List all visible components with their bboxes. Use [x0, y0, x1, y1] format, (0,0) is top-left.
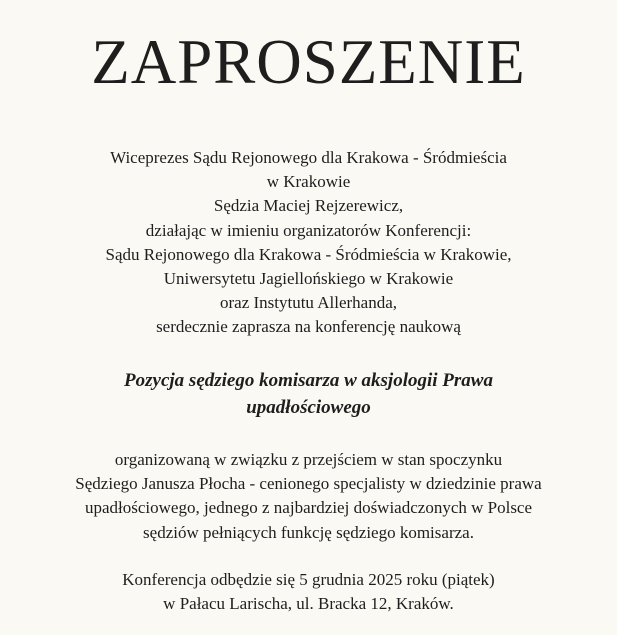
occasion-line: organizowaną w związku z przejściem w stan spoczynku [114, 450, 503, 469]
intro-line: w Krakowie [266, 172, 351, 192]
invitation-title: ZAPROSZENIE [91, 27, 526, 97]
event-date-line: Konferencja odbędzie się 5 grudnia 2025 roku (piątek) [122, 570, 495, 589]
intro-line: oraz Instytutu Allerhanda, [219, 293, 398, 313]
intro-line: Sądu Rejonowego dla Krakowa - Śródmieścia w Krakowie, [105, 244, 512, 264]
occasion-line: Sędziego Janusza Płocha - cenionego specjalisty w dziedzinie prawa [75, 474, 542, 494]
occasion-text [0, 448, 617, 545]
intro-text [0, 146, 617, 340]
intro-line: Wiceprezes Sądu Rejonowego dla Krakowa - Śródmieścia [110, 148, 507, 167]
intro-line: Uniwersytetu Jagiellońskiego w Krakowie [163, 269, 454, 289]
conference-title [0, 367, 617, 421]
intro-line: serdecznie zaprasza na konferencję naukową [156, 317, 461, 337]
occasion-line: upadłościowego, jednego z najbardziej doświadczonych w Polsce [84, 498, 533, 518]
conference-title-line: upadłościowego [246, 397, 371, 418]
intro-line: działając w imieniu organizatorów Konferencji: [145, 220, 472, 240]
event-details [0, 568, 617, 616]
event-location-line: w Pałacu Larischa, ul. Bracka 12, Kraków. [163, 594, 454, 614]
occasion-line: sędziów pełniących funkcję sędziego komisarza. [143, 522, 474, 542]
intro-line: Sędzia Maciej Rejzerewicz, [213, 196, 404, 216]
conference-title-line: Pozycja sędziego komisarza w aksjologii Prawa [124, 370, 493, 391]
